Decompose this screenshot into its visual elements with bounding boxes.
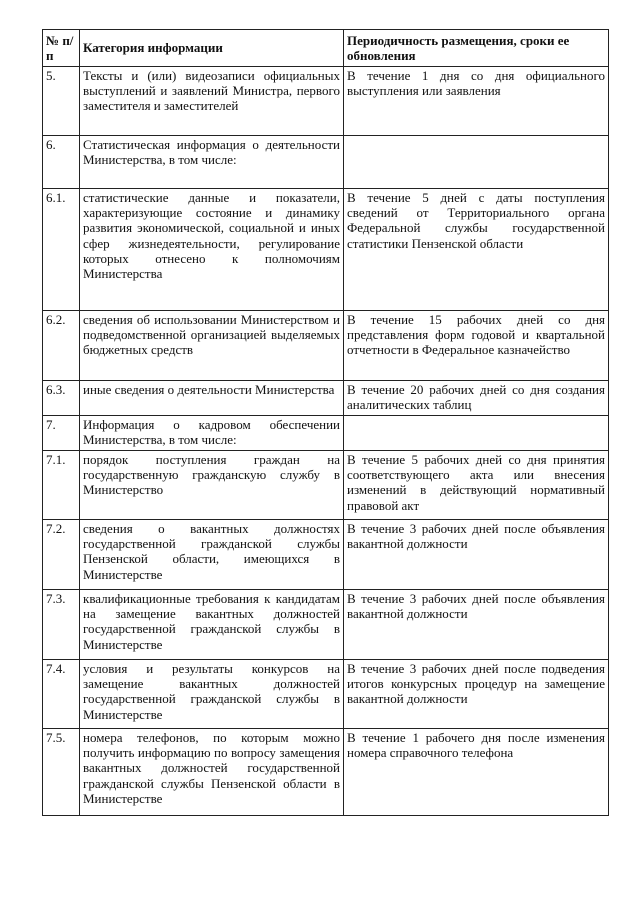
row-period [344, 416, 609, 451]
row-num: 7.5. [43, 729, 80, 816]
row-period: В течение 1 рабочего дня после изменения номера справочного телефона [344, 729, 609, 816]
header-period: Периодичность размещения, сроки ее обновления [344, 30, 609, 67]
row-category: статистические данные и показатели, характеризующие состояние и динамику развития экономической, социальной и иных сфер жизнедеятельности, регулирование которых отнесено к полномочиям Министерства [80, 189, 344, 311]
row-period [344, 136, 609, 189]
row-num: 6.3. [43, 381, 80, 416]
row-period: В течение 3 рабочих дней после объявления вакантной должности [344, 590, 609, 660]
table-row [43, 189, 609, 311]
row-period: В течение 5 дней с даты поступления сведений от Территориального органа Федеральной службы государственной статистики Пензенской области [344, 189, 609, 311]
row-category: сведения об использовании Министерством и подведомственной организацией выделяемых бюджетных средств [80, 311, 344, 381]
row-num: 6.2. [43, 311, 80, 381]
row-category: иные сведения о деятельности Министерства [80, 381, 344, 416]
row-category: сведения о вакантных должностях государственной гражданской службы Пензенской области, имеющихся в Министерстве [80, 520, 344, 590]
row-category: Информация о кадровом обеспечении Министерства, в том числе: [80, 416, 344, 451]
row-period: В течение 3 рабочих дней после подведения итогов конкурсных процедур на замещение вакантной должности [344, 660, 609, 729]
table-row [43, 381, 609, 416]
row-category: порядок поступления граждан на государственную гражданскую службу в Министерство [80, 451, 344, 520]
row-category: квалификационные требования к кандидатам на замещение вакантных должностей государственной гражданской службы в Министерстве [80, 590, 344, 660]
row-num: 6.1. [43, 189, 80, 311]
table-row [43, 729, 609, 816]
table-header-row [43, 30, 609, 67]
table-row [43, 590, 609, 660]
row-num: 7.1. [43, 451, 80, 520]
table-row [43, 451, 609, 520]
row-period: В течение 15 рабочих дней со дня представления форм годовой и квартальной отчетности в Федеральное казначейство [344, 311, 609, 381]
row-num: 6. [43, 136, 80, 189]
row-period: В течение 5 рабочих дней со дня принятия соответствующего акта или внесения изменений в действующий нормативный правовой акт [344, 451, 609, 520]
row-num: 5. [43, 67, 80, 136]
row-period: В течение 3 рабочих дней после объявления вакантной должности [344, 520, 609, 590]
row-num: 7. [43, 416, 80, 451]
row-category: Тексты и (или) видеозаписи официальных выступлений и заявлений Министра, первого заместителя и заместителей [80, 67, 344, 136]
info-table [42, 29, 609, 816]
table-row [43, 660, 609, 729]
row-period: В течение 1 дня со дня официального выступления или заявления [344, 67, 609, 136]
row-num: 7.2. [43, 520, 80, 590]
row-num: 7.3. [43, 590, 80, 660]
row-category: номера телефонов, по которым можно получить информацию по вопросу замещения вакантных должностей государственной гражданской службы Пензенской области в Министерстве [80, 729, 344, 816]
table-row [43, 136, 609, 189]
table-row [43, 311, 609, 381]
row-period: В течение 20 рабочих дней со дня создания аналитических таблиц [344, 381, 609, 416]
table-row [43, 67, 609, 136]
header-category: Категория информации [80, 30, 344, 67]
row-category: Статистическая информация о деятельности Министерства, в том числе: [80, 136, 344, 189]
row-category: условия и результаты конкурсов на замещение вакантных должностей государственной гражданской службы в Министерстве [80, 660, 344, 729]
table-row [43, 416, 609, 451]
table-row [43, 520, 609, 590]
row-num: 7.4. [43, 660, 80, 729]
header-num: № п/п [43, 30, 80, 67]
